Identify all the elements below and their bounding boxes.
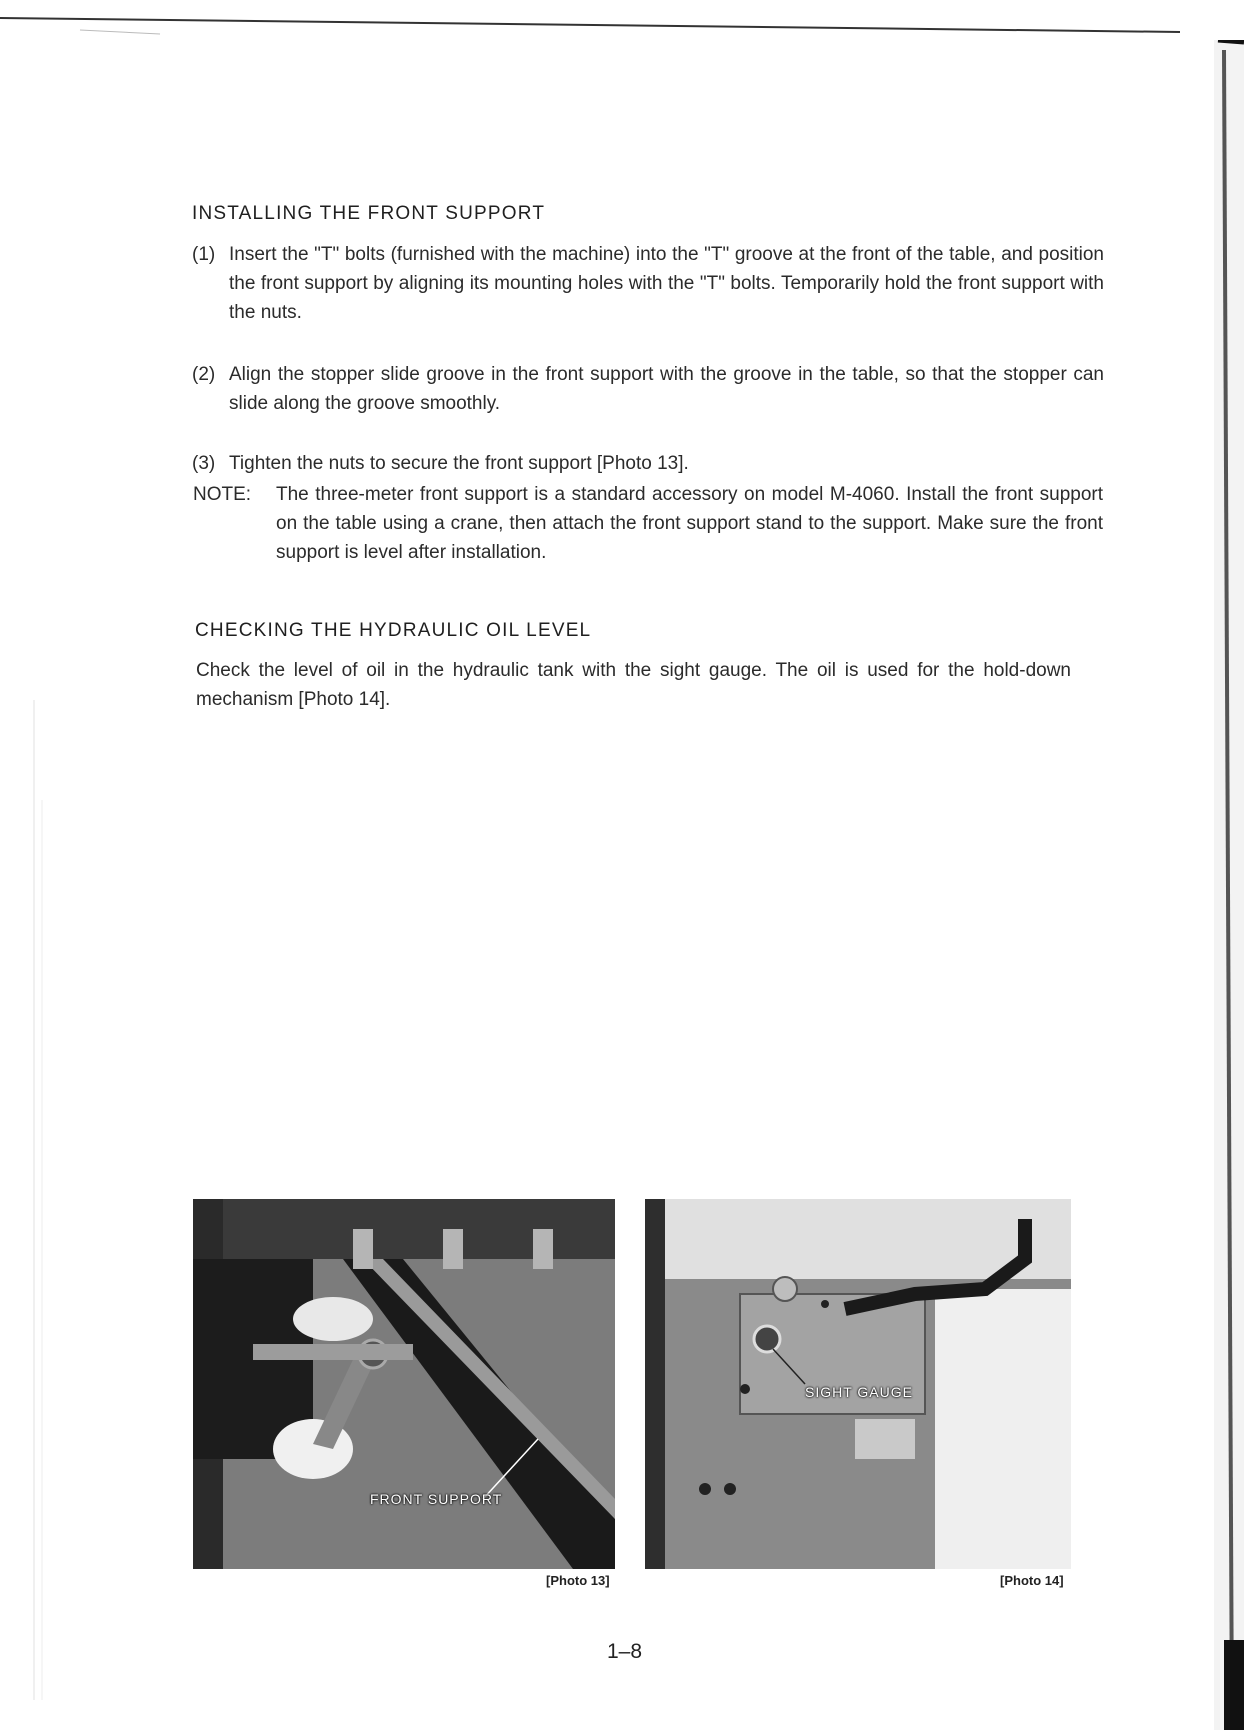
- step-2: [192, 360, 1104, 418]
- note-label: NOTE:: [193, 484, 252, 505]
- photo-13-caption: [Photo 13]: [546, 1573, 610, 1588]
- step-number: (1): [192, 244, 216, 265]
- step-text: Align the stopper slide groove in the front support with the groove in the table, so that the stopper can slide along the groove smoothly.: [229, 364, 1104, 414]
- step-text: Tighten the nuts to secure the front support [Photo 13].: [229, 453, 689, 474]
- step-3: [192, 449, 1104, 478]
- note-text: The three-meter front support is a standard accessory on model M-4060. Install the front support on the table using a crane, then attach the front support stand to the support. Make sure the front support is level after installation.: [276, 484, 1103, 563]
- page-number: 1–8: [607, 1640, 643, 1663]
- section-heading-hydraulic-oil: CHECKING THE HYDRAULIC OIL LEVEL: [195, 620, 592, 641]
- photo-front-support-illustration: [193, 1199, 615, 1569]
- step-text: Insert the "T" bolts (furnished with the machine) into the "T" groove at the front of the table, and position the front support by aligning its mounting holes with the "T" bolts. Temporarily hold the front support with the nuts.: [229, 244, 1104, 323]
- top-edge-rule: [0, 10, 1244, 50]
- step-number: (3): [192, 453, 216, 474]
- note: [193, 480, 1103, 567]
- step-1: [192, 240, 1104, 327]
- front-support-label: FRONT SUPPORT: [370, 1491, 503, 1507]
- sight-gauge-label: SIGHT GAUGE: [805, 1384, 913, 1400]
- right-page-edge: [1144, 40, 1244, 1730]
- left-page-edge: [22, 700, 52, 1700]
- step-number: (2): [192, 364, 216, 385]
- hydraulic-oil-paragraph: Check the level of oil in the hydraulic tank with the sight gauge. The oil is used for the hold-down mechanism [Photo 14].: [196, 660, 1071, 710]
- section-heading-front-support: INSTALLING THE FRONT SUPPORT: [192, 203, 546, 224]
- photo-front-support: [193, 1199, 615, 1569]
- photo-14-caption: [Photo 14]: [1000, 1573, 1064, 1588]
- photo-sight-gauge: [645, 1199, 1071, 1569]
